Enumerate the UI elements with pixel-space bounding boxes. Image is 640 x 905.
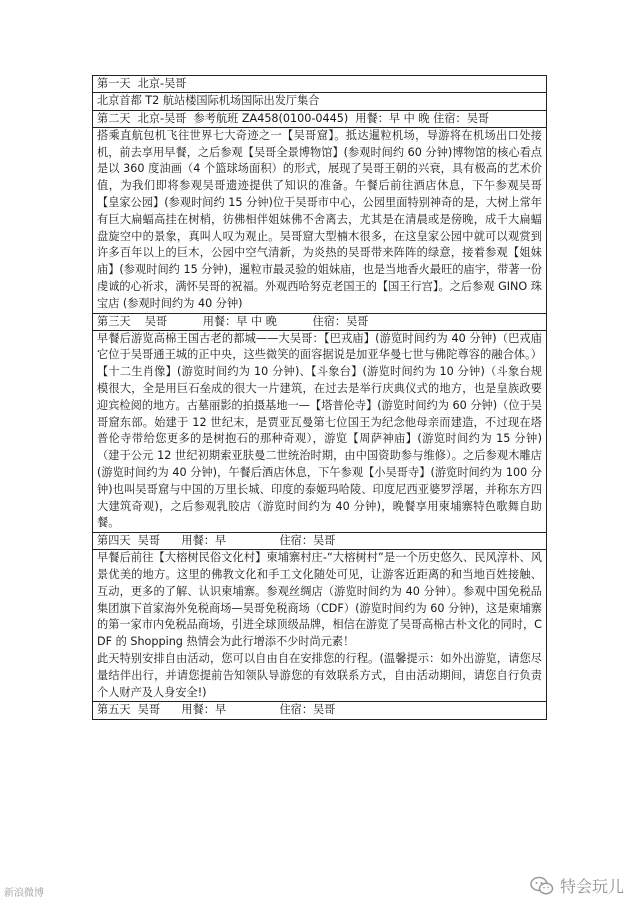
day-header-row: 第二天 北京-吴哥 参考航班 ZA458(0100-0445) 用餐：早 中 晚 住宿：吴哥: [93, 111, 546, 128]
day-header-row: 第三天 吴哥 用餐：早 中 晚 住宿：吴哥: [93, 314, 546, 331]
day-header-row: 第五天 吴哥 用餐：早 住宿：吴哥: [97, 703, 336, 717]
day-detail-row: [93, 128, 546, 314]
day-detail-row: [93, 331, 546, 534]
day-detail-row: [93, 93, 546, 111]
detail-paragraph: 搭乘直航包机飞往世界七大奇迹之一【吴哥窟】。抵达暹粒机场，导游将在机场出口处接机，前去享用早餐，之后参观【吴哥全景博物馆】(参观时间约 60 分钟)博物馆的核心看点是以 360 度油画（4 个篮球场面积）的形式，展现了吴哥王朝的兴衰，具有极高的艺术价值，为我们即将参观吴哥遗迹提供了知识的准备。午餐后前往酒店休息，下午参观吴哥【皇家公园】(参观时间约 15 分钟)位于吴哥市中心，公园里面特别神奇的是，大树上常年有巨大扁蝠高挂在树梢，彷佛相伴姐妹佛不舍离去，尤其是在清晨或是傍晚，成千大扁蝠盘旋空中的景象，真叫人叹为观止。吴哥窟大型楠木很多，在这皇家公园中就可以观赏到许多百年以上的巨木，公园中空气清新，为炎热的吴哥带来阵阵的绿意，接着参观【姐妹庙】(参观时间约 15 分钟)，暹粒市最灵验的姐妹庙，也是当地香火最旺的庙宇，带著一份虔诚的心祈求，满怀吴哥的祝福。外观西哈努克老国王的【国王行宫】。之后参观 GINO 珠宝店 (参观时间约为 40 分钟): [97, 128, 542, 310]
itinerary-table: [92, 75, 547, 720]
day-header-row: 第四天 吴哥 用餐：早 住宿：吴哥: [93, 533, 546, 550]
watermark-right-text: 特会玩儿: [559, 877, 624, 896]
watermark-left-text: 新浪微博: [4, 888, 44, 899]
wechat-icon: [530, 876, 554, 896]
detail-paragraph: 此天特别安排自由活动，您可以自由自在安排您的行程。(温馨提示：如外出游览，请您尽量结伴出行，并请您提前告知领队导游您的有效联系方式，自由活动期间，请您自行负责个人财产及人身安全!): [97, 651, 542, 699]
detail-paragraph: 早餐后游览高棉王国古老的都城——大吴哥：【巴戎庙】(游览时间约为 40 分钟)（巴戎庙它位于吴哥通王城的正中央，这些微笑的面容据说是加亚华曼七世与佛陀尊容的融合体。）【十二生肖像】(游览时间约为 10 分钟)、【斗象台】(游览时间约为 10 分钟)（斗象台规模很大，全是用巨石垒成的很大一片建筑，在过去是举行庆典仪式的地方，也是皇族政要迎宾检阅的地方。古墓丽影的拍摄基地一—【塔普伦寺】(游览时间约为 60 分钟)（位于吴哥窟东部。始建于 12 世纪末，是贾亚瓦曼第七位国王为纪念他母亲而建造，不过现在塔普伦寺带给您更多的是树抱石的那种奇观），游览【周萨神庙】(游览时间约为 15 分钟)（建于公元 12 世纪初期索亚肤曼二世统治时期，由中国资助参与维修）。之后参观木雕店 (游览时间约为 40 分钟)，午餐后酒店休息，下午参观【小吴哥寺】(游览时间约为 100 分钟)也叫吴哥窟与中国的万里长城、印度的泰姬玛哈陵、印度尼西亚婆罗浮屠，并称东方四大建筑奇观)，之后参观乳胶店（游览时间约为 40 分钟)，晚餐享用柬埔寨特色歌舞自助餐。: [97, 331, 542, 530]
day-header-row: 第一天 北京-吴哥: [93, 76, 546, 93]
weibo-watermark: [4, 884, 44, 899]
wechat-watermark: [530, 874, 624, 897]
detail-paragraph: 早餐后前往【大榕树民俗文化村】柬埔寨村庄-“大榕树村”是一个历史悠久、民风淳朴、风景优美的地方。这里的佛教文化和手工文化随处可见，让游客近距离的和当地百姓接触、互动，更多的了解、认识柬埔寨。参观丝绸店（游览时间约为 40 分钟）。参观中国免税品集团旗下首家海外免税商场—吴哥免税商场（CDF）(游览时间约为 60 分钟)，这是柬埔寨的第一家市内免税品商场，引进全球顶级品牌，相信在游览了吴哥高棉古朴文化的同时，CDF 的 Shopping 热情会为此行增添不少时尚元素！: [97, 551, 542, 649]
day-detail-row: [93, 550, 546, 702]
detail-paragraph: 北京首都 T2 航站楼国际机场国际出发厅集合: [97, 94, 320, 107]
